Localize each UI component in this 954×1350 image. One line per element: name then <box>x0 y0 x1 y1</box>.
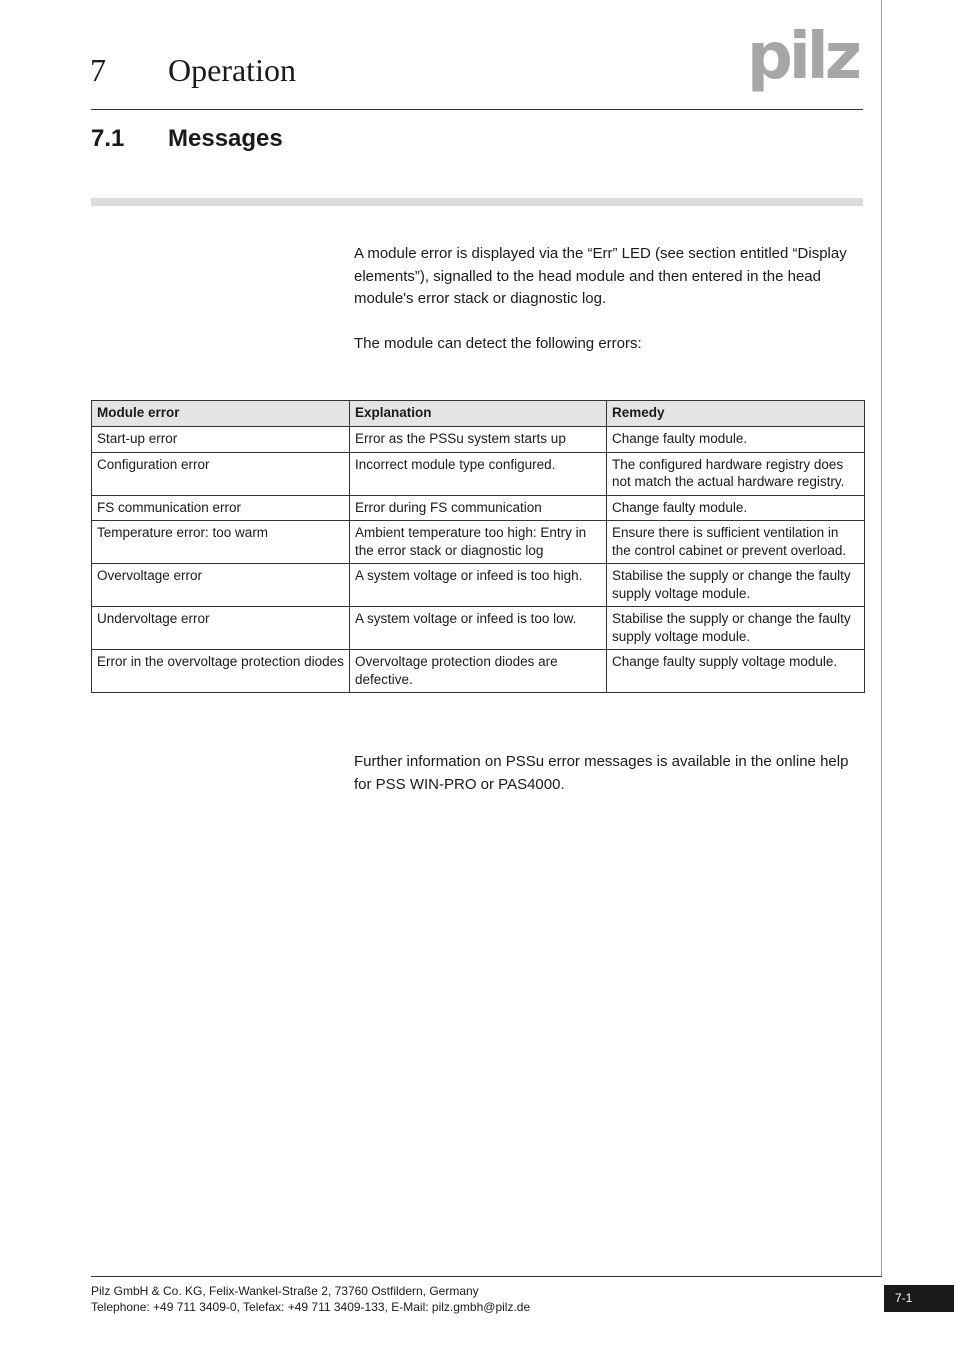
cell-explanation: Ambient temperature too high: Entry in the error stack or diagnostic log <box>350 521 607 564</box>
chapter-title: Operation <box>168 52 296 88</box>
cell-module-error: Configuration error <box>92 452 350 495</box>
header-rule <box>91 109 863 110</box>
footer-rule <box>91 1276 882 1277</box>
right-margin-rule <box>881 0 882 1277</box>
lead-paragraph: The module can detect the following errors: <box>354 335 642 352</box>
table-row <box>92 521 865 564</box>
cell-remedy: Stabilise the supply or change the faulty supply voltage module. <box>607 607 865 650</box>
table-row <box>92 427 865 453</box>
footer <box>91 1283 530 1315</box>
cell-remedy: Stabilise the supply or change the faulty supply voltage module. <box>607 564 865 607</box>
further-info-paragraph: Further information on PSSu error messages is available in the online help for PSS WIN-PRO or PAS4000. <box>354 753 849 793</box>
page-number: 7-1 <box>884 1285 954 1312</box>
pilz-logo <box>745 26 865 96</box>
header-module-error: Module error <box>92 401 350 427</box>
header-remedy: Remedy <box>607 401 865 427</box>
cell-explanation: A system voltage or infeed is too high. <box>350 564 607 607</box>
cell-explanation: Overvoltage protection diodes are defective. <box>350 650 607 693</box>
footer-contact: Telephone: +49 711 3409-0, Telefax: +49 711 3409-133, E-Mail: pilz.gmbh@pilz.de <box>91 1300 531 1314</box>
cell-module-error: FS communication error <box>92 495 350 521</box>
cell-remedy: The configured hardware registry does not match the actual hardware registry. <box>607 452 865 495</box>
section-divider <box>91 198 863 206</box>
table-row <box>92 452 865 495</box>
cell-remedy: Ensure there is sufficient ventilation in the control cabinet or prevent overload. <box>607 521 865 564</box>
header-explanation: Explanation <box>350 401 607 427</box>
table-row <box>92 650 865 693</box>
svg-text:pilz: pilz <box>747 26 858 94</box>
table-row <box>92 564 865 607</box>
cell-module-error: Temperature error: too warm <box>92 521 350 564</box>
cell-explanation: Incorrect module type configured. <box>350 452 607 495</box>
footer-address: Pilz GmbH & Co. KG, Felix-Wankel-Straße 2, 73760 Ostfildern, Germany <box>91 1284 479 1298</box>
cell-explanation: A system voltage or infeed is too low. <box>350 607 607 650</box>
cell-explanation: Error as the PSSu system starts up <box>350 427 607 453</box>
cell-module-error: Overvoltage error <box>92 564 350 607</box>
cell-remedy: Change faulty module. <box>607 495 865 521</box>
error-table <box>91 400 865 693</box>
section-title: Messages <box>168 125 283 152</box>
cell-remedy: Change faulty module. <box>607 427 865 453</box>
cell-module-error: Undervoltage error <box>92 607 350 650</box>
chapter-number: 7 <box>90 52 106 88</box>
intro-paragraph: A module error is displayed via the “Err” LED (see section entitled “Display elements”), signalled to the head module and then entered in the head module's error stack or diagnostic log. <box>354 245 847 307</box>
cell-module-error: Start-up error <box>92 427 350 453</box>
cell-remedy: Change faulty supply voltage module. <box>607 650 865 693</box>
cell-module-error: Error in the overvoltage protection diodes <box>92 650 350 693</box>
table-row <box>92 607 865 650</box>
table-header-row <box>92 401 865 427</box>
section-number: 7.1 <box>91 125 125 152</box>
table-row <box>92 495 865 521</box>
cell-explanation: Error during FS communication <box>350 495 607 521</box>
